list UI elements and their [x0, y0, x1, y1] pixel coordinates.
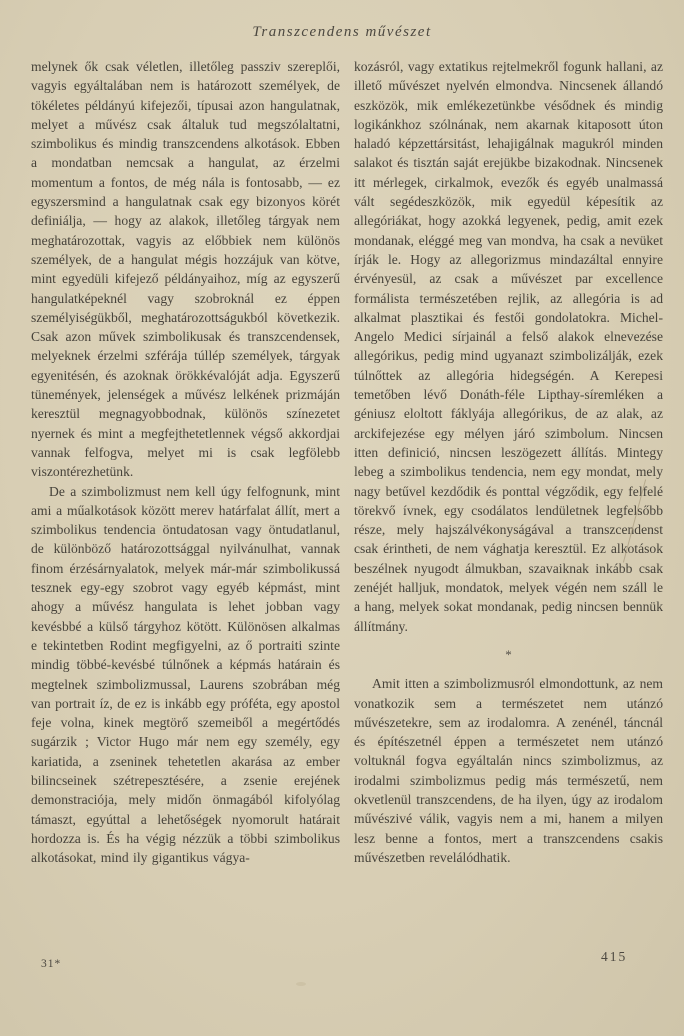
text-columns	[31, 57, 663, 867]
left-column-paragraph-2: De a szimbolizmust nem kell úgy felfognunk, mint ami a műalkotások között merev határfalat állít, mert a szimbolikus tendencia öntudatosan vagy öntudatlanul, de különböző határozottsággal nyilvánulhat, vannak finom érzésárnyalatok, melyek már-már szimbolikussá tesznek egy-egy szobrot vagy egyéb képmást, mint ahogy a művész hangulata is lehet jobban vagy kevésbbé a külső tárgyhoz kötött. Különösen alkalmas e tekintetben Rodint megfigyelni, az ő portraiti szinte mindig többé-kevésbé túlnőnek a képmás határain és megtelnek szimbolizmussal, Laurens szobrában még van portrait íz, de ez is inkább egy próféta, egy apostol feje volna, kinek megtörő szemeiből a megértődés sugárzik ; Victor Hugo már nem egy személy, egy kariatida, a zseninek tehetetlen akarása az ember bilincseinek szétrepesztésére, a zsenie erejének demonstraciója, mely midőn önmagából kifolyólag támaszt, egyúttal a lehetőségek nyomorult határait hordozza is. És ha végig nézzük a többi szimbolikus alkotásokat, mind ily gigantikus vágya-	[31, 483, 340, 866]
left-column-paragraph-1: melynek ők csak véletlen, illetőleg passziv szereplői, vagyis egyáltalában nem is határozott személyek, de tökéletes példányú kifejezői, típusai azon hangulatnak, melyet a művész csak általuk tud megszólaltatni, szimbolikus és mindig transzcendens alkotások. Ebben a mondatban nemcsak a hangulat, az érzelmi momentum a fontos, de még nála is fontosabb, — ez egyszersmind a hangulatnak csak egy bizonyos körét definiálja, — hogy az alakok, illetőleg tárgyak nem meghatározottak, vagyis az előbbiek nem különös személyek, de a hangulat mégis hozzájuk van kötve, mint egyedüli kifejező példányaihoz, míg az egyszerű hangulatképeknél vagy szobroknál ez éppen személyiségükből, meghatározottságukból következik. Csak azon művek szimbolikusak és transzcendensek, melyeknek érzelmi szférája túllép személyek, tárgyak egyenitésén, és azoknak örökkévalóját adja. Egyszerű tünemények, jelenségek a művész lelkének prizmáján keresztül megnagyobbodnak, különös színezetet nyernek és mint a megfejthetetlennek végső akkordjai vannak felfogva, melyet mi is csak legfölebb viszontérezhetünk.	[31, 59, 340, 480]
section-separator-asterisk: *	[505, 646, 512, 662]
right-column-paragraph-2: Amit itten a szimbolizmusról elmondottunk, az nem vonatkozik sem a természetet nem utánzó művészetekre, sem az irodalomra. A zenénél, táncnál és építészetnél éppen a természetet nem utánzó voltuknál fogva egyáltalán nincs szimbolizmus, az irodalmi szimbolizmus pedig más természetű, nem okvetlenül transzcendens, de ha ilyen, úgy az irodalom művészivé válik, vagyis nem a mi, hanem a milyen lesz benne a fontos, mert a transzcendens csakis művészetben revelálódhatik.	[354, 676, 663, 865]
right-column	[354, 57, 663, 867]
printer-signature-mark: 31*	[41, 958, 62, 970]
left-column	[31, 57, 340, 867]
paper-smudge	[296, 982, 306, 986]
running-head-title: Transzcendens művészet	[252, 24, 432, 40]
page-number: 415	[601, 949, 628, 964]
right-column-paragraph-1: kozásról, vagy extatikus rejtelmekről fogunk hallani, az illető művészet nyelvén elmondva. Nincsenek állandó eszközök, mik emlékezetünkbe vésődnek és mindig logikánkhoz szólnának, nem akarnak kitaposott úton haladó képzettársitást, lehajigálnak magukról minden salakot és tisztán saját erejükbe bizakodnak. Nincsenek itt mérlegek, cirkalmok, evezők és egyéb unalmassá vált segédeszközök, mik egyedül képesítik az allegóriákat, hogy azokká legyenek, pedig, amit ezek mondanak, eléggé meg van mondva, ha csak a nevüket írják le. Hogy az allegorizmus mindazáltal ennyire érvényesül, az csak a művészet par excellence formálista természetében rejlik, az allegória is ad alkalmat plasztikai és festői gondolatokra. Michel-Angelo Medici sírjainál a felső alakok elnevezése allegórikus, pedig mind ugyanazt szimbolizálják, ezek túlnőttek az allegória hidegségén. A Kerepesi temetőben lévő Donáth-féle Lipthay-síremléken a géniusz eloltott fáklyája allegórikus, de az alak, az arckifejezése egy mélyen járó szimbolum. Nincsen itten definició, nincsen leszögezett állítás. Mintegy lebeg a szimbolikus tendencia, nem egy mondat, mely nagy betűvel kezdődik és ponttal végződik, egy felfelé törekvő ívnek, egy csodálatos lendületnek legfelsőbb része, mely hajszálvékonyságával a transzcendenst csak érintheti, de nem vághatja keresztül. Ez alkotások beszélnek nyugodt álmukban, szavaiknak inkább csak zenéjét halljuk, mondatok, melyek végén nem száll le a hang, melyek sokat mondanak, pedig nincsen bennük állítmány.	[354, 59, 663, 634]
